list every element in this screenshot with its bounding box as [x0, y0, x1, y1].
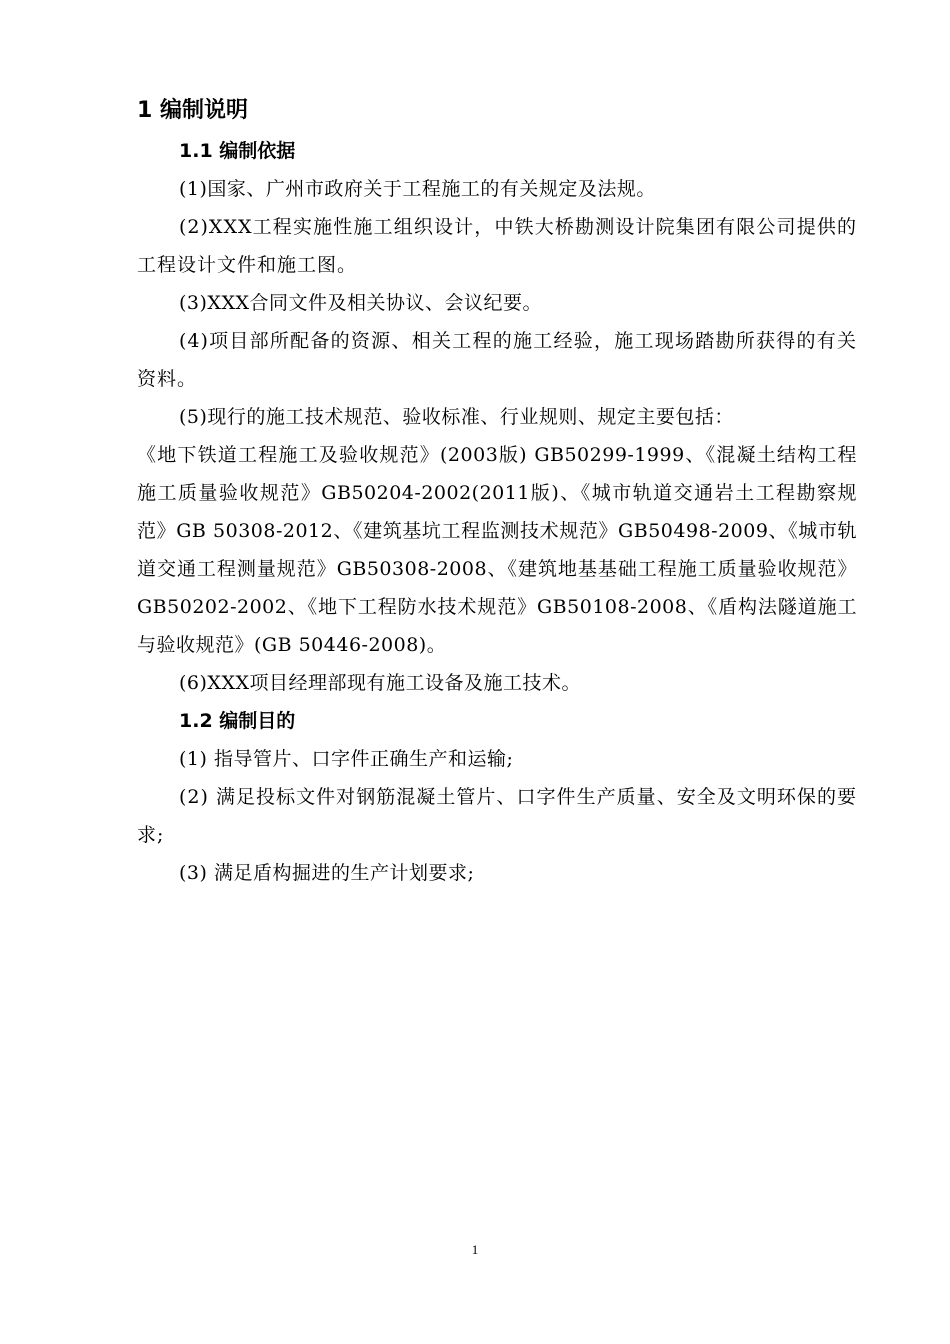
- basis-item-6: (6)XXX项目经理部现有施工设备及施工技术。: [179, 672, 581, 694]
- basis-item-4: (4)项目部所配备的资源、相关工程的施工经验，施工现场踏勘所获得的有关资料。: [137, 330, 857, 390]
- section-1-heading: 1 编制说明: [137, 98, 248, 123]
- section-1-2-heading: 1.2 编制目的: [179, 710, 296, 732]
- standards-list: 《地下铁道工程施工及验收规范》(2003版) GB50299-1999、《混凝土结构工程施工质量验收规范》GB50204-2002(2011版)、《城市轨道交通岩土工程勘察规范》GB 50308-2012、《建筑基坑工程监测技术规范》GB50498-2009、《城市轨道交通工程测量规范》GB50308-2008、《建筑地基基础工程施工质量验收规范》GB50202-2002、《地下工程防水技术规范》GB50108-2008、《盾构法隧道施工与验收规范》(GB 50446-2008)。: [137, 444, 857, 656]
- purpose-item-1: (1) 指导管片、口字件正确生产和运输;: [179, 748, 514, 770]
- basis-item-5: (5)现行的施工技术规范、验收标准、行业规则、规定主要包括：: [179, 406, 734, 428]
- basis-item-1: (1)国家、广州市政府关于工程施工的有关规定及法规。: [179, 178, 656, 200]
- page-number: 1: [471, 1242, 479, 1257]
- page-content: [137, 90, 857, 892]
- basis-item-3: (3)XXX合同文件及相关协议、会议纪要。: [179, 292, 542, 314]
- basis-item-2: (2)XXX工程实施性施工组织设计，中铁大桥勘测设计院集团有限公司提供的工程设计文件和施工图。: [137, 216, 857, 276]
- purpose-item-3: (3) 满足盾构掘进的生产计划要求;: [179, 862, 475, 884]
- section-1-1-heading: 1.1 编制依据: [179, 140, 296, 162]
- purpose-item-2: (2) 满足投标文件对钢筋混凝土管片、口字件生产质量、安全及文明环保的要求;: [137, 786, 857, 846]
